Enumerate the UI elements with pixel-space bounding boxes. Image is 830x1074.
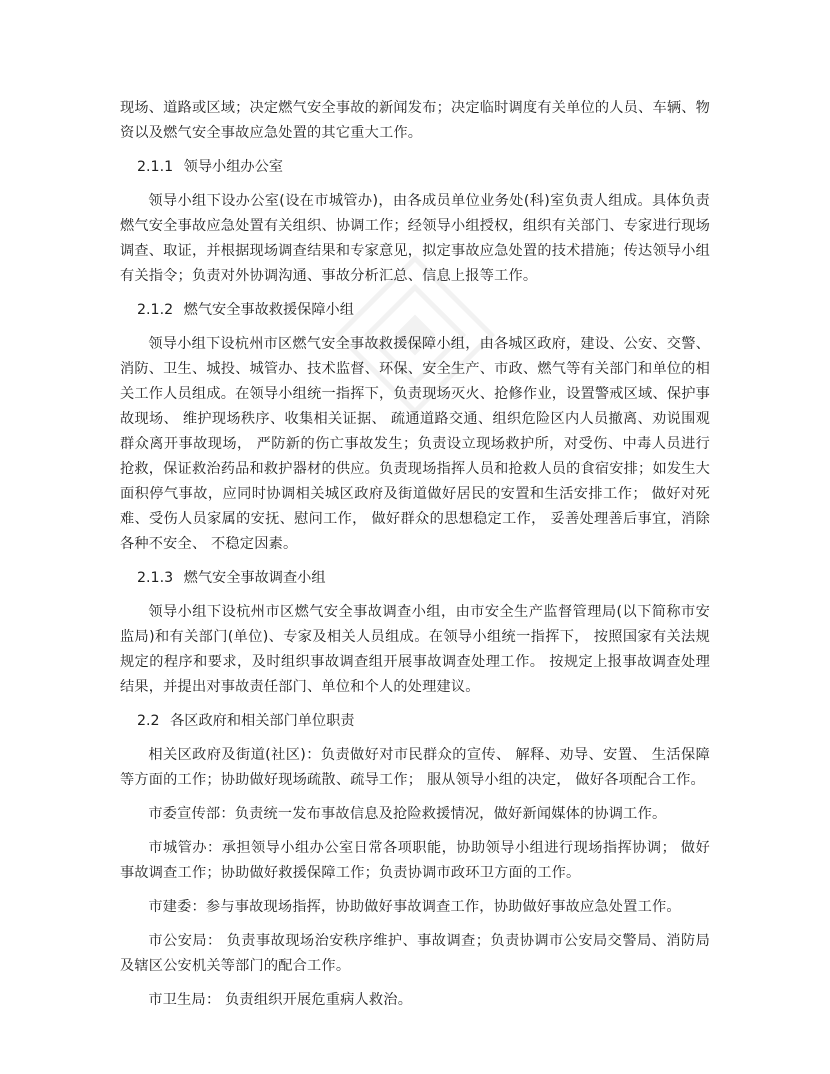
section-number: 2.2 xyxy=(137,713,160,729)
section-2-1-2-heading xyxy=(120,298,710,323)
duty-paragraph-construction: 市建委：参与事故现场指挥，协助做好事故调查工作，协助做好事故应急处置工作。 xyxy=(148,899,681,915)
section-2-1-3-body: 领导小组下设杭州市区燃气安全事故调查小组，由市安全生产监督管理局(以下简称市安监局)和有关部门(单位)、专家及相关人员组成。在领导小组统一指挥下， 按照国家有关法规规定的程序和要求，及时组织事故调查组开展事故调查处理工作。 按规定上报事故调查处理结果，并提出对事故责任部门、单位和个人的处理建议。 xyxy=(120,604,710,695)
duty-paragraph-public-security: 市公安局： 负责事故现场治安秩序维护、事故调查；负责协调市公安局交警局、消防局及辖区公安机关等部门的配合工作。 xyxy=(120,933,710,974)
section-2-1-3-heading xyxy=(120,566,710,591)
duty-paragraph-district: 相关区政府及街道(社区)：负责做好对市民群众的宣传、 解释、劝导、安置、 生活保障等方面的工作；协助做好现场疏散、疏导工作； 服从领导小组的决定， 做好各项配合工作。 xyxy=(120,747,710,788)
section-title: 燃气安全事故调查小组 xyxy=(183,570,326,586)
section-number: 2.1.1 xyxy=(137,159,174,175)
section-title: 领导小组办公室 xyxy=(183,159,283,175)
section-2-1-2-body: 领导小组下设杭州市区燃气安全事故救援保障小组，由各城区政府，建设、公安、交警、 消防、卫生、城投、城管办、技术监督、环保、安全生产、市政、燃气等有关部门和单位的相关工作人员组成。在领导小组统一指挥下，负责现场灭火、抢修作业，设置警戒区域、保护事故现场、 维护现场秩序、收集相关证据、 疏通道路交通、组织危险区内人员撤离、劝说围观群众离开事故现场， 严防新的伤亡事故发生；负责设立现场救护所，对受伤、中毒人员进行抢救，保证救治药品和救护器材的供应。负责现场指挥人员和抢救人员的食宿安排；如发生大面积停气事故，应同时协调相关城区政府及街道做好居民的安置和生活安排工作； 做好对死难、受伤人员家属的安抚、慰问工作， 做好群众的思想稳定工作， 妥善处理善后事宜，消除各种不安全、 不稳定因素。 xyxy=(120,336,710,552)
duty-paragraph-health: 市卫生局： 负责组织开展危重病人救治。 xyxy=(148,992,413,1008)
section-number: 2.1.2 xyxy=(137,302,174,318)
section-2-1-1-heading xyxy=(120,155,710,180)
section-number: 2.1.3 xyxy=(137,570,174,586)
duty-paragraph-publicity: 市委宣传部：负责统一发布事故信息及抢险救援情况，做好新闻媒体的协调工作。 xyxy=(148,806,667,822)
section-title: 各区政府和相关部门单位职责 xyxy=(170,713,355,729)
section-2-1-1-body: 领导小组下设办公室(设在市城管办)，由各成员单位业务处(科)室负责人组成。具体负责燃气安全事故应急处置有关组织、协调工作；经领导小组授权，组织有关部门、专家进行现场调查、取证，并根据现场调查结果和专家意见，拟定事故应急处置的技术措施；传达领导小组有关指令；负责对外协调沟通、事故分析汇总、信息上报等工作。 xyxy=(120,193,710,284)
duty-paragraph-urban-management: 市城管办：承担领导小组办公室日常各项职能，协助领导小组进行现场指挥协调； 做好事故调查工作；协助做好救援保障工作；负责协调市政环卫方面的工作。 xyxy=(120,840,710,881)
section-2-2-heading xyxy=(120,709,710,734)
section-title: 燃气安全事故救援保障小组 xyxy=(183,302,354,318)
document-page xyxy=(120,96,710,1022)
intro-paragraph: 现场、道路或区域；决定燃气安全事故的新闻发布；决定临时调度有关单位的人员、车辆、物资以及燃气安全事故应急处置的其它重大工作。 xyxy=(120,100,710,141)
